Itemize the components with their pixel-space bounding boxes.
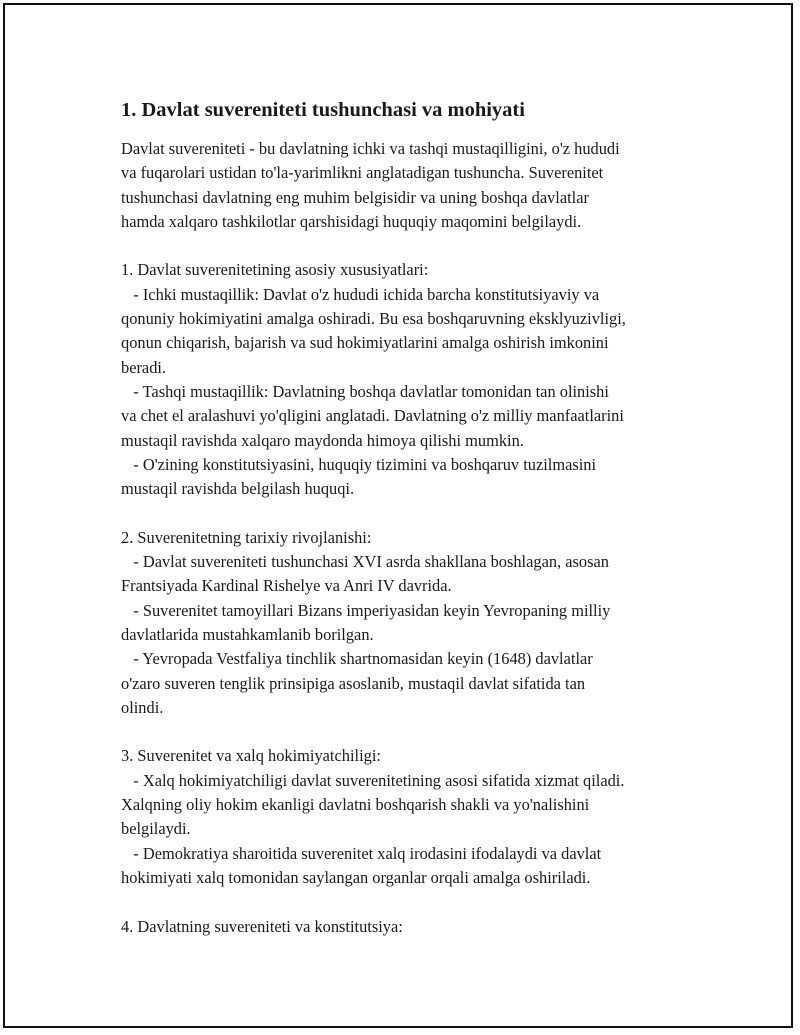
page-frame	[3, 3, 793, 1028]
section-heading: 1. Davlat suvereniteti tushunchasi va mohiyati	[121, 99, 525, 121]
document-body-text: Davlat suvereniteti - bu davlatning ichki va tashqi mustaqilligini, o'z hududi va fuqarolari ustidan to'la-yarimlikni anglatadigan tushuncha. Suverenitet tushunchasi davlatning eng muhim belgisidir va uning boshqa davlatlar hamda xalqaro tashkilotlar qarshisidagi huquqiy maqomini belgilaydi. 1. Davlat suverenitetining asosiy xususiyatlari: - Ichki mustaqillik: Davlat o'z hududi ichida barcha konstitutsiyaviy va qonuniy hokimiyatini amalga oshiradi. Bu esa boshqaruvning eksklyuzivligi, qonun chiqarish, bajarish va sud hokimiyatlarini amalga oshirish imkonini beradi. - Tashqi mustaqillik: Davlatning boshqa davlatlar tomonidan tan olinishi va chet el aralashuvi yo'qligini anglatadi. Davlatning o'z milliy manfaatlarini mustaqil ravishda xalqaro maydonda himoya qilishi mumkin. - O'zining konstitutsiyasini, huquqiy tizimini va boshqaruv tuzilmasini mustaqil ravishda belgilash huquqi. 2. Suverenitetning tarixiy rivojlanishi: - Davlat suvereniteti tushunchasi XVI asrda shakllana boshlagan, asosan Frantsiyada Kardinal Rishelye va Anri IV davrida. - Suverenitet tamoyillari Bizans imperiyasidan keyin Yevropaning milliy davlatlarida mustahkamlanib borilgan. - Yevropada Vestfaliya tinchlik shartnomasidan keyin (1648) davlatlar o'zaro suveren tenglik prinsipiga asoslanib, mustaqil davlat sifatida tan olindi. 3. Suverenitet va xalq hokimiyatchiligi: - Xalq hokimiyatchiligi davlat suverenitetining asosi sifatida xizmat qiladi. Xalqning oliy hokim ekanligi davlatni boshqarish shakli va yo'nalishini belgilaydi. - Demokratiya sharoitida suverenitet xalq irodasini ifodalaydi va davlat hokimiyati xalq tomonidan saylangan organlar orqali amalga oshiriladi. 4. Davlatning suvereniteti va konstitutsiya:	[121, 139, 626, 936]
document-content	[121, 97, 701, 939]
